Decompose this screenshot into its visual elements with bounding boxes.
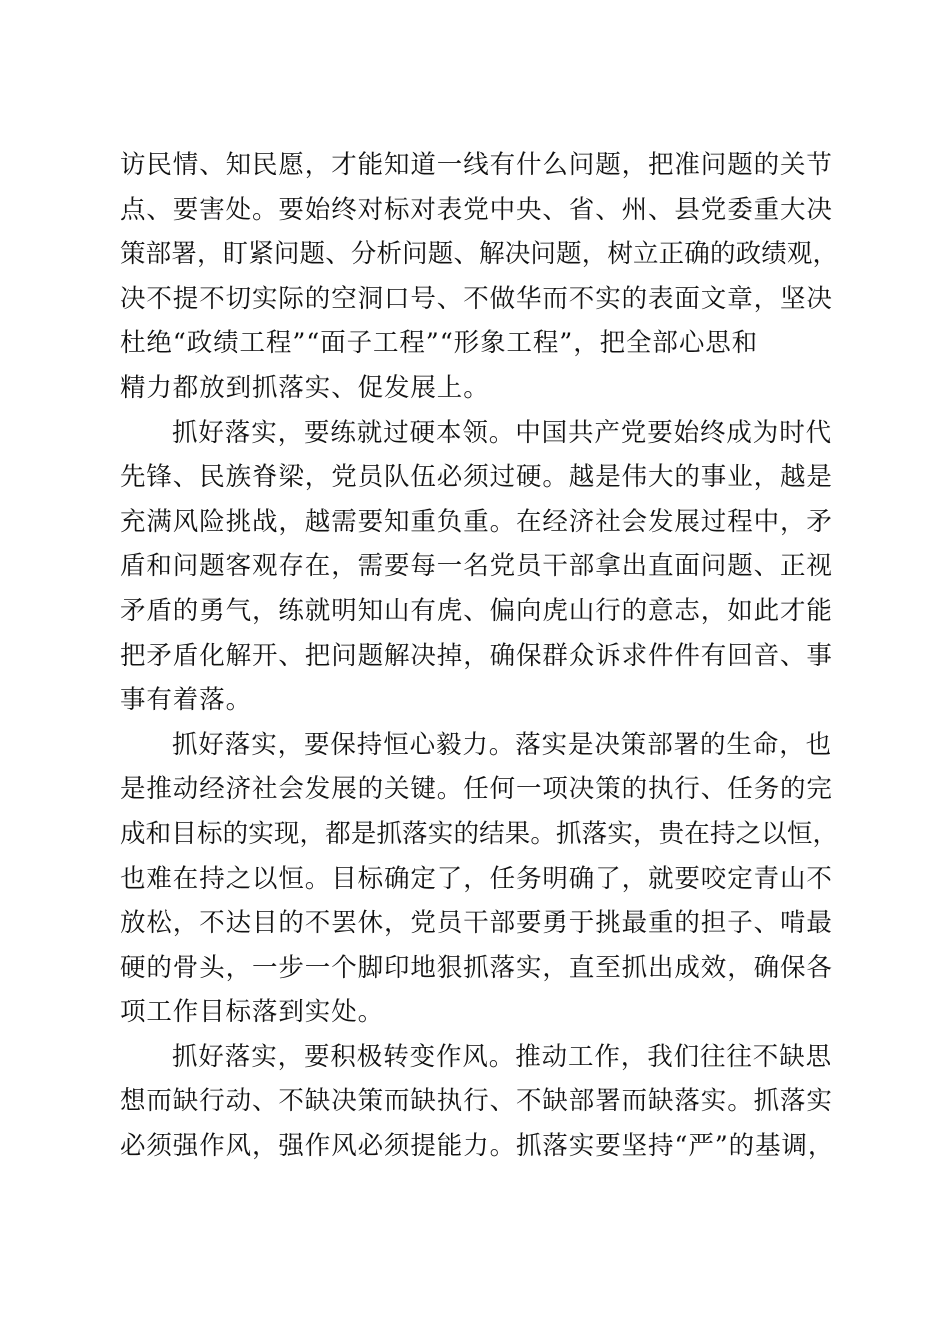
paragraph-first-line: 抓好落实，要练就过硬本领。中国共产党要始终成为时代 (172, 417, 833, 448)
text-line: 盾和问题客观存在，需要每一名党员干部拿出直面问题、正视 (120, 551, 833, 582)
text-line: 放松，不达目的不罢休，党员干部要勇于挑最重的担子、啃最 (120, 908, 833, 939)
text-line: 决不提不切实际的空洞口号、不做华而不实的表面文章，坚决 (120, 283, 833, 314)
text-line: 想而缺行动、不缺决策而缺执行、不缺部署而缺落实。抓落实 (120, 1086, 833, 1117)
text-line: 是推动经济社会发展的关键。任何一项决策的执行、任务的完 (120, 774, 833, 805)
paragraph-first-line: 抓好落实，要保持恒心毅力。落实是决策部署的生命，也 (172, 729, 833, 760)
text-line: 必须强作风，强作风必须提能力。抓落实要坚持“严”的基调， (120, 1131, 835, 1162)
text-line: 事有着落。 (120, 685, 253, 716)
text-line: 把矛盾化解开、把问题解决掉，确保群众诉求件件有回音、事 (120, 640, 833, 671)
text-line: 硬的骨头，一步一个脚印地狠抓落实，直至抓出成效，确保各 (120, 952, 833, 983)
text-line: 项工作目标落到实处。 (120, 997, 385, 1028)
text-line: 矛盾的勇气，练就明知山有虎、偏向虎山行的意志，如此才能 (120, 595, 833, 626)
text-line: 成和目标的实现，都是抓落实的结果。抓落实，贵在持之以恒， (120, 818, 839, 849)
text-line: 先锋、民族脊梁，党员队伍必须过硬。越是伟大的事业，越是 (120, 462, 833, 493)
text-line: 也难在持之以恒。目标确定了，任务明确了，就要咬定青山不 (120, 863, 833, 894)
text-line: 杜绝“政绩工程”“面子工程”“形象工程”，把全部心思和 (120, 328, 759, 359)
body-text (120, 143, 840, 1169)
text-line: 点、要害处。要始终对标对表党中央、省、州、县党委重大决 (120, 194, 833, 225)
text-line: 访民情、知民愿，才能知道一线有什么问题，把准问题的关节 (120, 150, 833, 180)
text-line: 充满风险挑战，越需要知重负重。在经济社会发展过程中，矛 (120, 506, 833, 537)
text-line: 策部署，盯紧问题、分析问题、解决问题，树立正确的政绩观， (120, 239, 839, 270)
paragraph-first-line: 抓好落实，要积极转变作风。推动工作，我们往往不缺思 (172, 1041, 833, 1072)
text-line: 精力都放到抓落实、促发展上。 (120, 372, 490, 403)
